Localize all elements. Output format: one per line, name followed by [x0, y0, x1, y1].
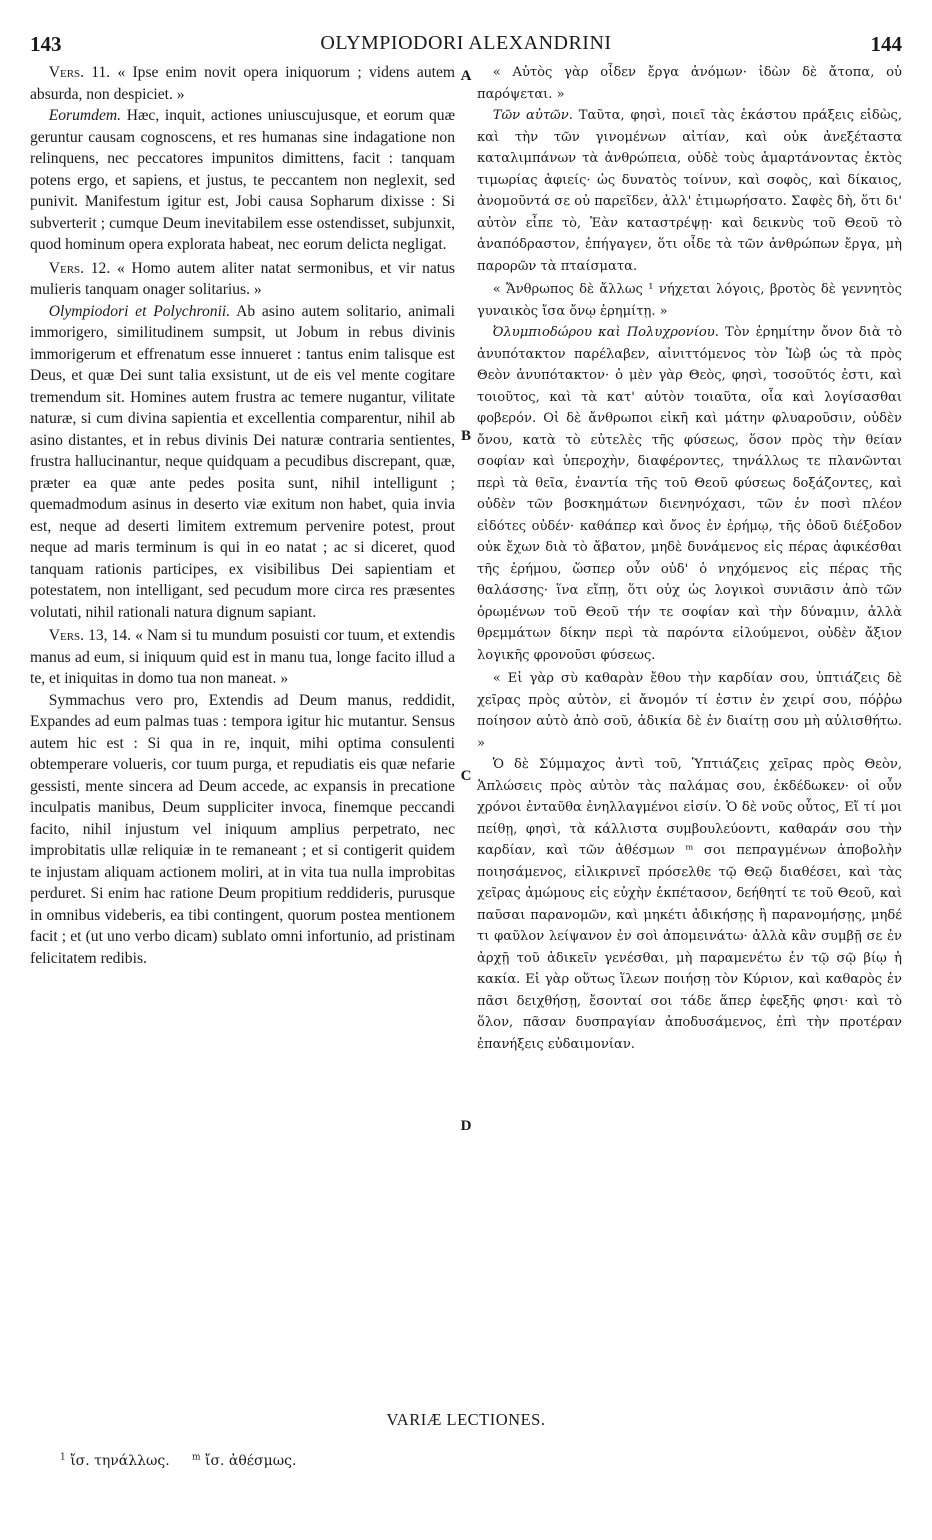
- margin-letter-a: A: [460, 68, 472, 84]
- latin-paragraph: Vers. 12. « Homo autem aliter natat sermonibus, et vir natus mulieris tanquam onager solitarius. »: [30, 259, 456, 298]
- latin-column: [30, 62, 455, 969]
- latin-paragraph: Olympiodori et Polychronii. Ab asino autem solitario, animali immorigero, similitudinem sumpsit, ut Jobum in rebus divinis immorigerum et effrenatum esse innueret : tantus enim talisque est Deus, et quæ Dei sunt talia exsistunt, ut de eis vel mente cogitare tremendum sit. Homines autem frustra ac temere nugantur, vilitate naturæ, si cum divina sapientia et excellentia comparentur, nihil ab asino distantes, et in rebus divinis Dei naturæ contraria sentientes, frustra hallucinantur, neque quidquam a pecudibus discrepant, quæ, præter ea quæ ante pedes posita sunt, nihil intelligunt ; quemadmodum asinus in deserto viæ exitum non habet, quia invia est, neque ad deserti limitem extremum pervenire potest, prout neque ad maris terminum is qui in eo natat ; ac si diceret, quod tanquam rationis participes, ex visibilibus Dei sapientiam et potestatem, non intelligant, sed pecudum more circa res præsentes volutati, nihil rationali natura dignum sapiant.: [30, 302, 455, 621]
- varia-title: VARIÆ LECTIONES.: [386, 1410, 546, 1429]
- greek-paragraph: « Εἰ γὰρ σὺ καθαρὰν ἔθου τὴν καρδίαν σου, ὑπτιάζεις δὲ χεῖρας πρὸς αὐτὸν, εἰ ἄνομόν τί ἐστιν ἐν χειρί σου, πόῤῥω ποίησον αὐτὸ ἀπὸ σοῦ, ἀδικία δὲ ἐν διαίτῃ σου μὴ αὐλισθήτω. »: [477, 671, 902, 751]
- page-header: [30, 32, 902, 58]
- greek-paragraph: Ὁ δὲ Σύμμαχος ἀντὶ τοῦ, Ὑπτιάζεις χεῖρας πρὸς Θεὸν, Ἁπλώσεις πρὸς αὐτὸν τὰς παλάμας σου, ἐκδέδωκεν· οἱ οὖν χρόνοι ἐνταῦθα ἐνηλλαγμένοι εἰσίν. Ὁ δὲ νοῦς οὗτος, Εἴ τί μοι πείθῃ, φησὶ, τὰ κάλλιστα συμβουλεύοντι, καθαράν σου τὴν καρδίαν, καὶ τῶν ἀθέσμων ᵐ σοι πεπραγμένων ἀποβολὴν ποιησάμενος, εἰλικρινεῖ πρόσελθε τῷ Θεῷ διαθέσει, καὶ τὰς χεῖρας ἀμώμους εἰς εὐχὴν ἐκπέτασον, δεήθητί τε τοῦ Θεοῦ, καὶ παῦσαι παρανομῶν, καὶ μηκέτι ἀδικήσῃς ἢ παρανομήσῃς, μηδέ τι φαῦλον λείψανον ἐν σοὶ ἀπομεινάτω· ἀλλὰ κἂν συμβῇ σε ἐν ἀρχῇ τοῦ ἀδικεῖν γενέσθαι, μὴ παραμενέτω ἐν τῷ σῷ βίῳ ἡ κακία. Εἰ γὰρ οὕτως ἵλεων ποιήσῃ τὸν Κύριον, καὶ καθαρὸς ἐν πᾶσι δειχθήσῃ, ἔσονταί σοι τάδε ἅπερ ἐφεξῆς φησι· καὶ τὸ ὅλον, πᾶσαν δυσπραγίαν ἀποδυσάμενος, ἐπὶ τὴν προτέραν ἐπανήξεις εὐδαιμονίαν.: [477, 757, 902, 1052]
- latin-paragraph: Vers. 11. « Ipse enim novit opera iniquorum ; videns autem absurda, non despiciet. »: [30, 64, 455, 103]
- latin-paragraph: Symmachus vero pro, Extendis ad Deum manus, reddidit, Expandes ad eum palmas tuas : tempora igitur hic mutantur. Sensus autem hic est : Si qua in re, inquit, mihi optima consulenti obtemperare volueris, cor tuum purga, et repudiatis eis quæ nefarie gessisti, mente sincera ad Deum accede, ac expansis in precatione inculpatis manibus, Deum suppliciter invoca, finemque peccandi facito, nihil injustum vel iniquum amplius perpetrato, nec improbitatis ullæ reliquiæ in te remaneant ; et si contigerit quidem te injustam aliquam actionem moliri, at in vita tua nulla improbitas perduret. Si enim hac ratione Deum propitium reddideris, purusque in omnibus videberis, ea tibi contingent, quorum postea mentionem facit ; et (ut uno verbo dicam) sublato omni infortunio, ad pristinam felicitatem redibis.: [30, 691, 455, 967]
- footnote: $^m$ ἴσ. ἀθέσμως.: [191, 1452, 297, 1469]
- page-number-left: 143: [30, 32, 62, 56]
- greek-paragraph: Τῶν αὐτῶν. Ταῦτα, φησὶ, ποιεῖ τὰς ἑκάστου πράξεις εἰδὼς, καὶ τὴν τῶν γινομένων αἰτίαν, καὶ οὐκ ἀνεξέταστα καταλιμπάνων τὰ ἀνθρώπεια, οὐδὲ τοὺς ἁμαρτάνοντας ἐκτὸς τιμωρίας ἀφιείς· ὡς δυνατὸς τοίνυν, καὶ σοφὸς, καὶ δίκαιος, ἀνομοῦντά σε οὐ παρεῖδεν, ἀλλ' ἐτιμωρήσατο. Σαφὲς δὴ, ὅτι δι' αὐτὸν εἶπε τὸ, Ἐὰν καταστρέψῃ· καὶ δεικνὺς τοῦ Θεοῦ τὸ ἀναπόδραστον, ἐπήγαγεν, ὅτι οἶδε τὰ τῶν ἀνθρώπων ἔργα, μὴ παρορῶν τὰ πταίσματα.: [477, 108, 902, 274]
- margin-letter-b: B: [460, 428, 471, 444]
- latin-paragraph: Vers. 13, 14. « Nam si tu mundum posuisti cor tuum, et extendis manus ad eum, si iniquum quid est in manu tua, longe facito illud a te, et iniquitas in domo tua non maneat. »: [30, 627, 456, 687]
- latin-paragraph: Eorumdem. Hæc, inquit, actiones uniuscujusque, et eorum quæ geruntur causam cognoscens, et res humanas sine indagatione non relinquens, nec peccatores impunitos dimittens, facit : tanquam potens ergo, et sapiens, et justus, te peccantem non neglexit, sed punivit. Manifestum igitur est, Jobi causa Sopharum dixisse : Si subverterit ; cumque Deum inevitabilem esse ostendisset, subjunxit, quod hominum opera explorata habeat, nec eorum delicta negligat.: [30, 107, 455, 253]
- running-title: OLYMPIODORI ALEXANDRINI: [320, 32, 612, 54]
- greek-paragraph: « Αὐτὸς γὰρ οἶδεν ἔργα ἀνόμων· ἰδὼν δὲ ἄτοπα, οὐ παρόψεται. »: [477, 65, 902, 102]
- page-number-right: 144: [870, 32, 902, 56]
- margin-letter-d: D: [460, 1118, 472, 1134]
- margin-letter-c: C: [460, 768, 472, 784]
- greek-column: [477, 62, 902, 1055]
- footnotes: [60, 1452, 296, 1469]
- footnote: $^1$ ἴσ. τηνάλλως.: [60, 1452, 170, 1469]
- greek-paragraph: Ὀλυμπιοδώρου καὶ Πολυχρονίου. Τὸν ἐρημίτην ὄνον διὰ τὸ ἀνυπότακτον παρέλαβεν, αἰνιττόμενος τὸν Ἰὼβ ὡς τὰ πρὸς Θεὸν ἀνυπότακτον· ὁ μὲν γὰρ Θεὸς, φησὶ, τοσοῦτός ἐστι, καὶ τοιοῦτος, καὶ τὰ κατ' αὐτὸν τοιαῦτα, οἷα καὶ λογίσασθαι φοβερόν. Οἱ δὲ ἄνθρωποι εἰκῆ καὶ μάτην φλυαροῦσιν, οὐδὲν ὄνου, κατὰ τὸ εὐτελὲς τῆς φύσεως, ὅσον πρὸς τὴν θείαν σοφίαν καὶ ὑπεροχὴν, διαφέροντες, τηνάλλως τε πλανῶνται περὶ τὰ θεῖα, ἐναντία τῆς τοῦ Θεοῦ φύσεως δοξάζοντες, καὶ οὐδὲν τῶν βοσκημάτων διενηνόχασι, τῶν ἐν ποσὶ πλέον εἰδότες οὐδέν· καθάπερ καὶ ὄνος ἐν ἐρήμῳ, τῆς ὁδοῦ διέξοδον οὐκ ἔχων διὰ τὸ ἄβατον, μηδὲ δυνάμενος εἰς πέρας ἀφικέσθαι τῆς ἐρήμου, ὥσπερ οὖν οὐδ' ὁ νηχόμενος εἰς πέρας τῆς θαλάσσης· ἵνα εἴπῃ, ὅτι οὐχ ὡς λογικοὶ συνιᾶσιν ἀπὸ τῶν ὁρωμένων τοῦ Θεοῦ τήν τε σοφίαν καὶ τὴν δύναμιν, ἀλλὰ θρεμμάτων δίκην περὶ τὰ παρόντα εἰλούμενοι, οὐδὲν ἄξιον λογικῆς φρονοῦσι φύσεως.: [477, 325, 902, 663]
- greek-paragraph: « Ἄνθρωπος δὲ ἄλλως ¹ νήχεται λόγοις, βροτὸς δὲ γεννητὸς γυναικὸς ἴσα ὄνῳ ἐρημίτῃ. »: [477, 282, 902, 319]
